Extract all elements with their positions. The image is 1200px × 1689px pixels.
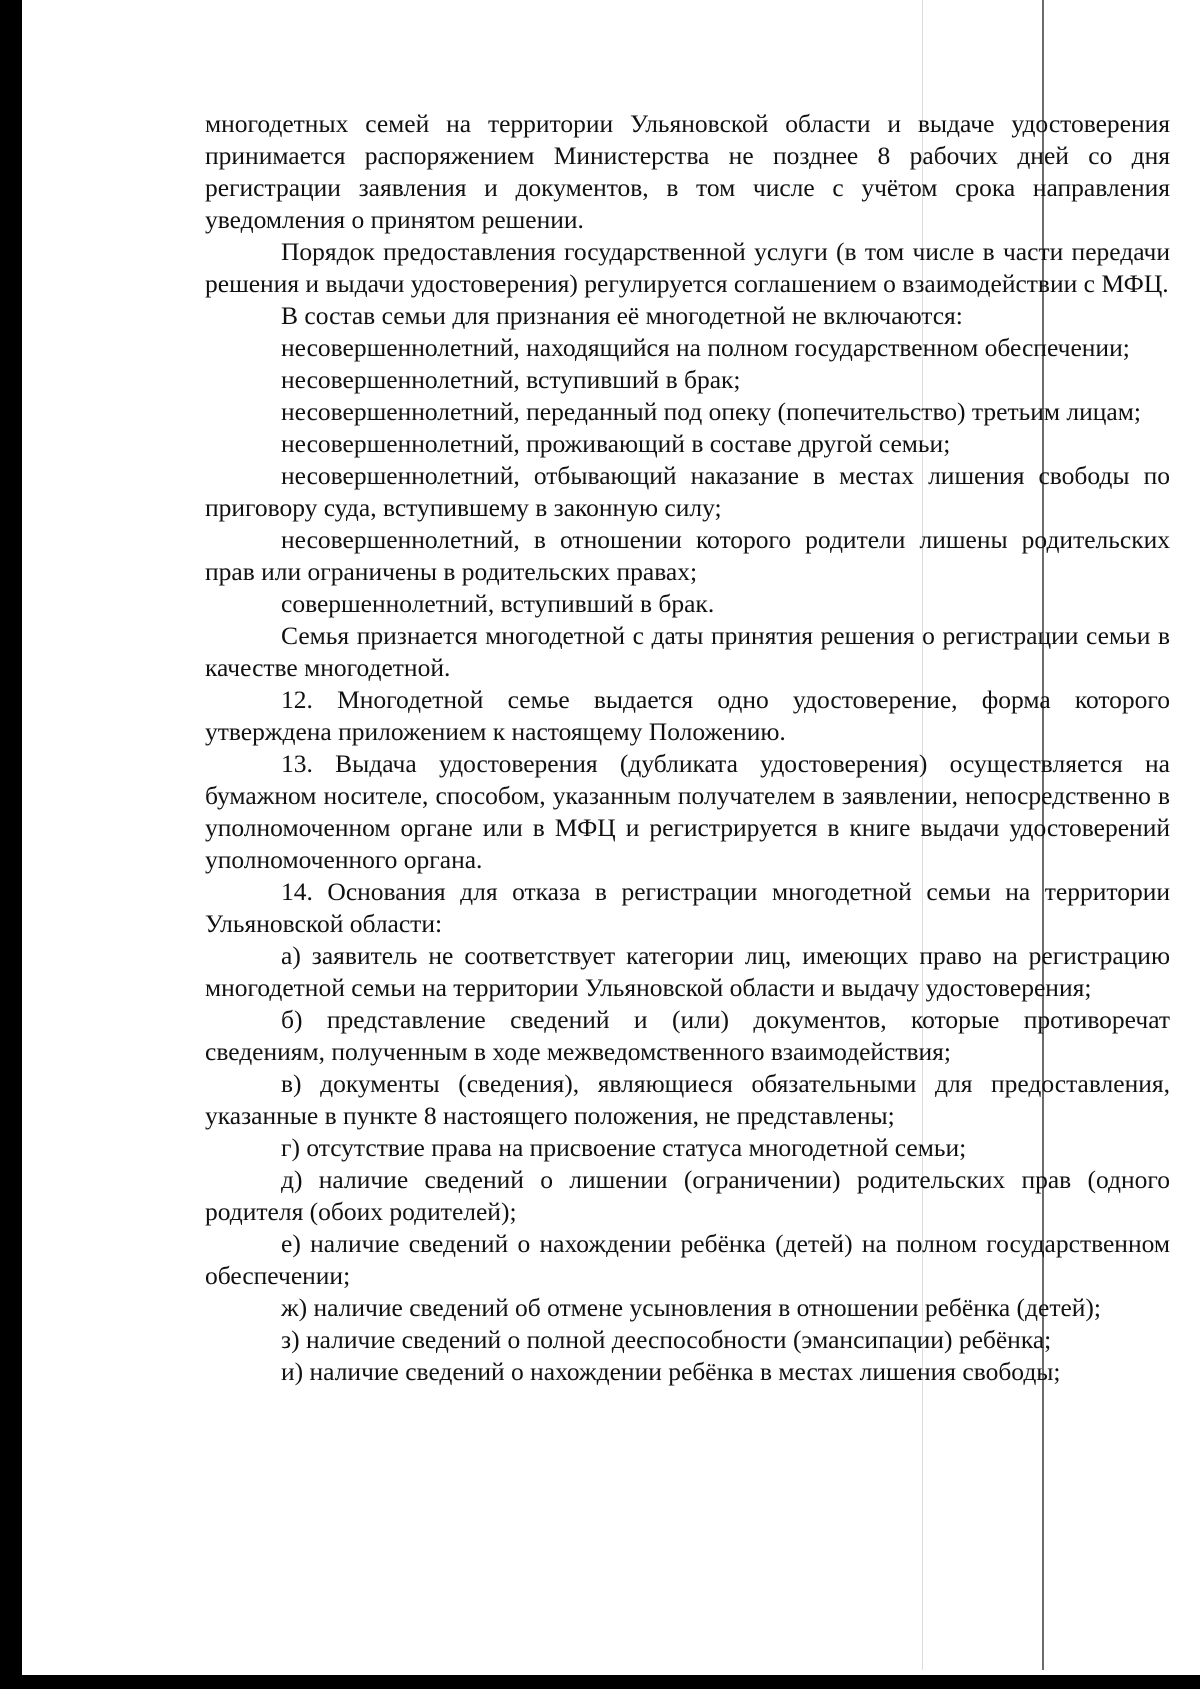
paragraph: Семья признается многодетной с даты принятия решения о регистрации семьи в качестве многодетной. <box>205 621 1170 682</box>
scan-left-border <box>0 0 22 1689</box>
list-item: несовершеннолетний, находящийся на полном государственном обеспечении; <box>281 333 1130 362</box>
numbered-clause-14: 14. Основания для отказа в регистрации многодетной семьи на территории Ульяновской области: <box>205 877 1170 938</box>
list-item: несовершеннолетний, переданный под опеку (попечительство) третьим лицам; <box>281 397 1141 426</box>
numbered-clause-13: 13. Выдача удостоверения (дубликата удостоверения) осуществляется на бумажном носителе, способом, указанным получателем в заявлении, непосредственно в уполномоченном органе или в МФЦ и регистрируется в книге выдачи удостоверений уполномоченного органа. <box>205 749 1170 874</box>
sub-item-b: б) представление сведений и (или) документов, которые противоречат сведениям, полученным в ходе межведомственного взаимодействия; <box>205 1005 1170 1066</box>
paragraph: многодетных семей на территории Ульяновской области и выдаче удостоверения принимается распоряжением Министерства не позднее 8 рабочих дней со дня регистрации заявления и документов, в том числе с учётом срока направления уведомления о принятом решении. <box>205 109 1170 234</box>
list-item: несовершеннолетний, вступивший в брак; <box>281 365 741 394</box>
document-body <box>205 108 1170 1388</box>
sub-item-v: в) документы (сведения), являющиеся обязательными для предоставления, указанные в пункте 8 настоящего положения, не представлены; <box>205 1069 1170 1130</box>
sub-item-i: и) наличие сведений о нахождении ребёнка в местах лишения свободы; <box>281 1357 1061 1386</box>
sub-item-zh: ж) наличие сведений об отмене усыновления в отношении ребёнка (детей); <box>281 1293 1102 1322</box>
sub-item-z: з) наличие сведений о полной дееспособности (эмансипации) ребёнка; <box>281 1325 1052 1354</box>
scan-bottom-border <box>0 1675 1200 1689</box>
sub-item-g: г) отсутствие права на присвоение статуса многодетной семьи; <box>281 1133 967 1162</box>
paragraph: В состав семьи для признания её многодетной не включаются: <box>281 301 963 330</box>
list-item: несовершеннолетний, в отношении которого родители лишены родительских прав или ограничены в родительских правах; <box>205 525 1170 586</box>
sub-item-a: а) заявитель не соответствует категории лиц, имеющих право на регистрацию многодетной семьи на территории Ульяновской области и выдачу удостоверения; <box>205 941 1170 1002</box>
list-item: несовершеннолетний, отбывающий наказание в местах лишения свободы по приговору суда, вступившему в законную силу; <box>205 461 1170 522</box>
sub-item-e: е) наличие сведений о нахождении ребёнка (детей) на полном государственном обеспечении; <box>205 1229 1170 1290</box>
numbered-clause-12: 12. Многодетной семье выдается одно удостоверение, форма которого утверждена приложением к настоящему Положению. <box>205 685 1170 746</box>
list-item: несовершеннолетний, проживающий в составе другой семьи; <box>281 429 951 458</box>
paragraph: Порядок предоставления государственной услуги (в том числе в части передачи решения и выдачи удостоверения) регулируется соглашением о взаимодействии с МФЦ. <box>205 237 1170 298</box>
sub-item-d: д) наличие сведений о лишении (ограничении) родительских прав (одного родителя (обоих родителей); <box>205 1165 1170 1226</box>
list-item: совершеннолетний, вступивший в брак. <box>281 589 715 618</box>
